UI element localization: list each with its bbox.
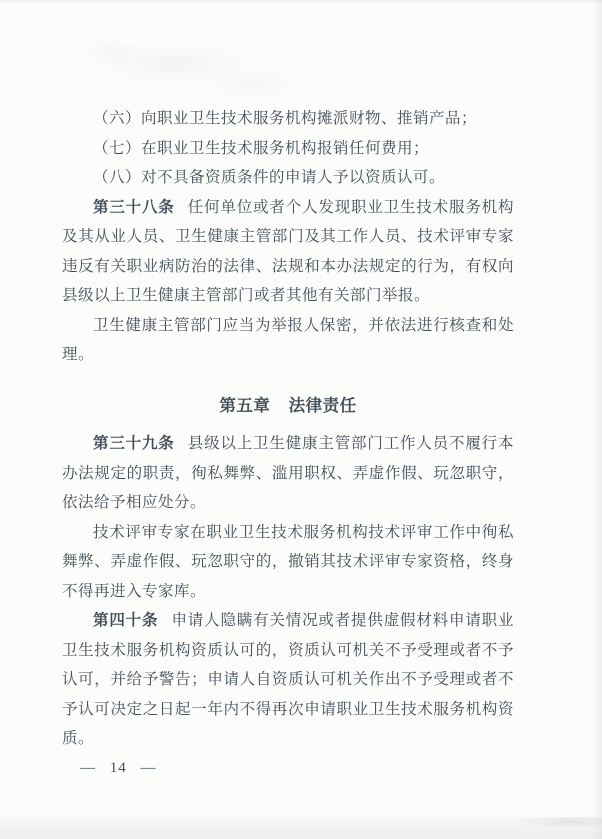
paragraph-text: 卫生健康主管部门应当为举报人保密，并依法进行核查和处理。: [62, 316, 514, 363]
scan-top-edge-artifact: [0, 0, 602, 4]
paragraph: [62, 606, 514, 754]
paragraph-text: （七）在职业卫生技术服务机构报销任何费用；: [93, 139, 430, 157]
article-number-label: 第四十条: [93, 612, 159, 629]
scan-bottom-edge-artifact: [0, 817, 602, 839]
paragraph: [62, 311, 514, 370]
paragraph: [62, 193, 514, 311]
chapter-heading: [62, 392, 514, 422]
article-number-label: 第三十八条: [93, 198, 175, 216]
paragraph: [62, 163, 514, 193]
paragraph-text: 申请人隐瞒有关情况或者提供虚假材料申请职业卫生技术服务机构资质认可的，资质认可机关不予受理或者不予认可，并给予警告；申请人自资质认可机关作出不予受理或者不予认可决定之日起一年内不得再次申请职业卫生技术服务机构资质。: [62, 612, 514, 747]
paragraph-text: 县级以上卫生健康主管部门工作人员不履行本办法规定的职责，徇私舞弊、滥用职权、弄虚作假、玩忽职守，依法给予相应处分。: [62, 435, 514, 511]
paragraph-text: 任何单位或者个人发现职业卫生技术服务机构及其从业人员、卫生健康主管部门及其工作人员、技术评审专家违反有关职业病防治的法律、法规和本办法规定的行为，有权向县级以上卫生健康主管部门或者其他有关部门举报。: [62, 198, 514, 304]
page-number: — 14 —: [80, 760, 157, 776]
document-body: [62, 104, 514, 754]
paragraph: [62, 429, 514, 518]
paragraph-text: （八）对不具备资质条件的申请人予以资质认可。: [93, 169, 446, 186]
paragraph-text: （六）向职业卫生技术服务机构摊派财物、推销产品；: [93, 110, 478, 127]
paragraph-text: 技术评审专家在职业卫生技术服务机构技术评审工作中徇私舞弊、弄虚作假、玩忽职守的，撤销其技术评审专家资格，终身不得再进入专家库。: [62, 523, 514, 600]
scan-smudge-artifact: [70, 28, 330, 108]
paragraph: [62, 104, 514, 134]
article-number-label: 第五章: [219, 396, 271, 415]
paragraph-text: 法律责任: [288, 396, 357, 415]
article-number-label: 第三十九条: [93, 435, 175, 452]
paragraph: [62, 134, 514, 164]
paragraph: [62, 518, 514, 607]
scan-right-edge-shadow: [592, 0, 602, 839]
